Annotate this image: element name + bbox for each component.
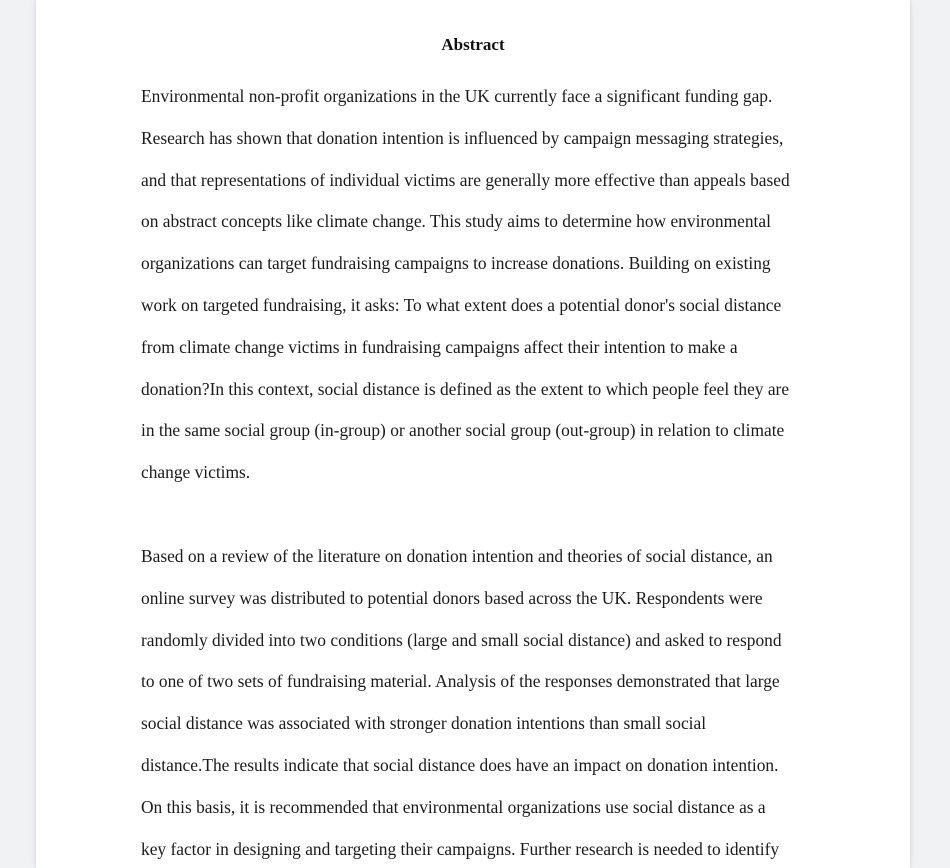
- previous-page-fragment-right: [776, 0, 806, 4]
- text-line: Environmental non-profit organizations in the UK currently face a significant funding gap.: [141, 86, 773, 106]
- text-line: change victims.: [141, 462, 251, 483]
- text-line: on abstract concepts like climate change. This study aims to determine how environmental: [141, 211, 771, 232]
- abstract-paragraph-2: [141, 546, 841, 868]
- text-line: Research has shown that donation intention is influenced by campaign messaging strategies,: [141, 127, 784, 148]
- text-line: online survey was distributed to potential donors based across the UK. Respondents were: [141, 587, 763, 608]
- text-line: social distance was associated with stronger donation intentions than small social: [141, 713, 707, 734]
- text-line: and that representations of individual victims are generally more effective than appeals based: [141, 169, 790, 190]
- text-line: organizations can target fundraising campaigns to increase donations. Building on existing: [141, 253, 771, 274]
- text-line: On this basis, it is recommended that environmental organizations use social distance as a: [141, 796, 766, 817]
- previous-page-fragment-left: [140, 0, 340, 4]
- text-line: donation?In this context, social distance is defined as the extent to which people feel they are: [141, 378, 790, 399]
- document-page: [36, 0, 910, 868]
- text-line: in the same social group (in-group) or another social group (out-group) in relation to climate: [141, 420, 785, 441]
- text-line: Based on a review of the literature on donation intention and theories of social distance, an: [141, 546, 773, 566]
- text-line: key factor in designing and targeting their campaigns. Further research is needed to identify: [141, 838, 780, 859]
- abstract-paragraph-1: [141, 86, 841, 504]
- text-line: work on targeted fundraising, it asks: To what extent does a potential donor's social distance: [141, 294, 782, 315]
- text-line: from climate change victims in fundraising campaigns affect their intention to make a: [141, 336, 738, 357]
- text-line: distance.The results indicate that social distance does have an impact on donation intention.: [141, 754, 779, 775]
- text-line: randomly divided into two conditions (large and small social distance) and asked to respond: [141, 629, 782, 650]
- text-line: to one of two sets of fundraising material. Analysis of the responses demonstrated that large: [141, 671, 780, 692]
- section-title: Abstract: [441, 35, 505, 54]
